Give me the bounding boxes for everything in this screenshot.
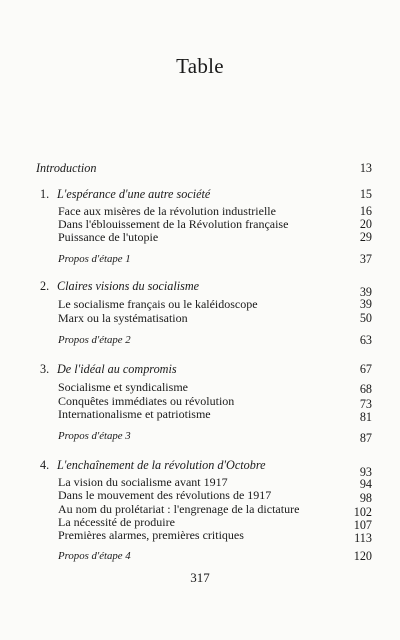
propos-label: Propos d'étape 3 <box>58 430 131 442</box>
propos-label: Propos d'étape 2 <box>58 334 131 346</box>
propos-page: 63 <box>359 333 372 347</box>
section-page: 16 <box>359 204 372 218</box>
section-page: 73 <box>359 397 372 411</box>
section-page: 107 <box>353 518 372 532</box>
section-label: Conquêtes immédiates ou révolution <box>58 394 235 408</box>
chapter-number: 1. <box>40 187 50 201</box>
section-label: Premières alarmes, premières critiques <box>58 528 244 542</box>
chapter-page: 39 <box>359 285 372 299</box>
section-label: Le socialisme français ou le kaléidoscope <box>58 297 258 311</box>
introduction-page: 13 <box>359 161 372 175</box>
propos-page: 120 <box>353 549 372 563</box>
chapter-number: 3. <box>40 362 50 376</box>
section-label: Internationalisme et patriotisme <box>58 407 211 421</box>
section-label: Marx ou la systématisation <box>58 311 188 325</box>
chapter-title: Claires visions du socialisme <box>57 279 200 293</box>
section-label: Socialisme et syndicalisme <box>58 380 188 394</box>
propos-label: Propos d'étape 1 <box>58 253 131 265</box>
section-label: Dans l'éblouissement de la Révolution française <box>58 217 289 231</box>
section-page: 81 <box>359 410 372 424</box>
section-label: Face aux misères de la révolution industrielle <box>58 204 276 218</box>
chapter-number: 4. <box>40 458 50 472</box>
page-number: 317 <box>190 570 210 585</box>
section-label: La nécessité de produire <box>58 515 175 529</box>
section-page: 102 <box>353 505 372 519</box>
chapter-title: De l'idéal au compromis <box>57 362 177 376</box>
section-page: 39 <box>359 297 372 311</box>
section-page: 20 <box>359 217 372 231</box>
chapter-page: 93 <box>359 465 372 479</box>
section-label: La vision du socialisme avant 1917 <box>58 475 228 489</box>
section-page: 50 <box>359 311 372 325</box>
section-page: 98 <box>359 491 372 505</box>
chapter-number: 2. <box>40 279 50 293</box>
chapter-title: L'espérance d'une autre société <box>57 187 211 201</box>
section-page: 68 <box>359 382 372 396</box>
section-label: Au nom du prolétariat : l'engrenage de la dictature <box>58 502 300 516</box>
chapter-page: 15 <box>359 187 372 201</box>
section-label: Puissance de l'utopie <box>58 230 159 244</box>
section-page: 29 <box>359 230 372 244</box>
section-page: 94 <box>359 477 372 491</box>
section-page: 113 <box>354 531 372 545</box>
introduction-label: Introduction <box>36 161 97 175</box>
section-label: Dans le mouvement des révolutions de 1917 <box>58 488 272 502</box>
chapter-page: 67 <box>359 362 372 376</box>
propos-page: 37 <box>359 252 372 266</box>
chapter-title: L'enchaînement de la révolution d'Octobre <box>57 458 266 472</box>
propos-label: Propos d'étape 4 <box>58 550 131 562</box>
page-title: Table <box>176 54 224 78</box>
propos-page: 87 <box>359 431 372 445</box>
